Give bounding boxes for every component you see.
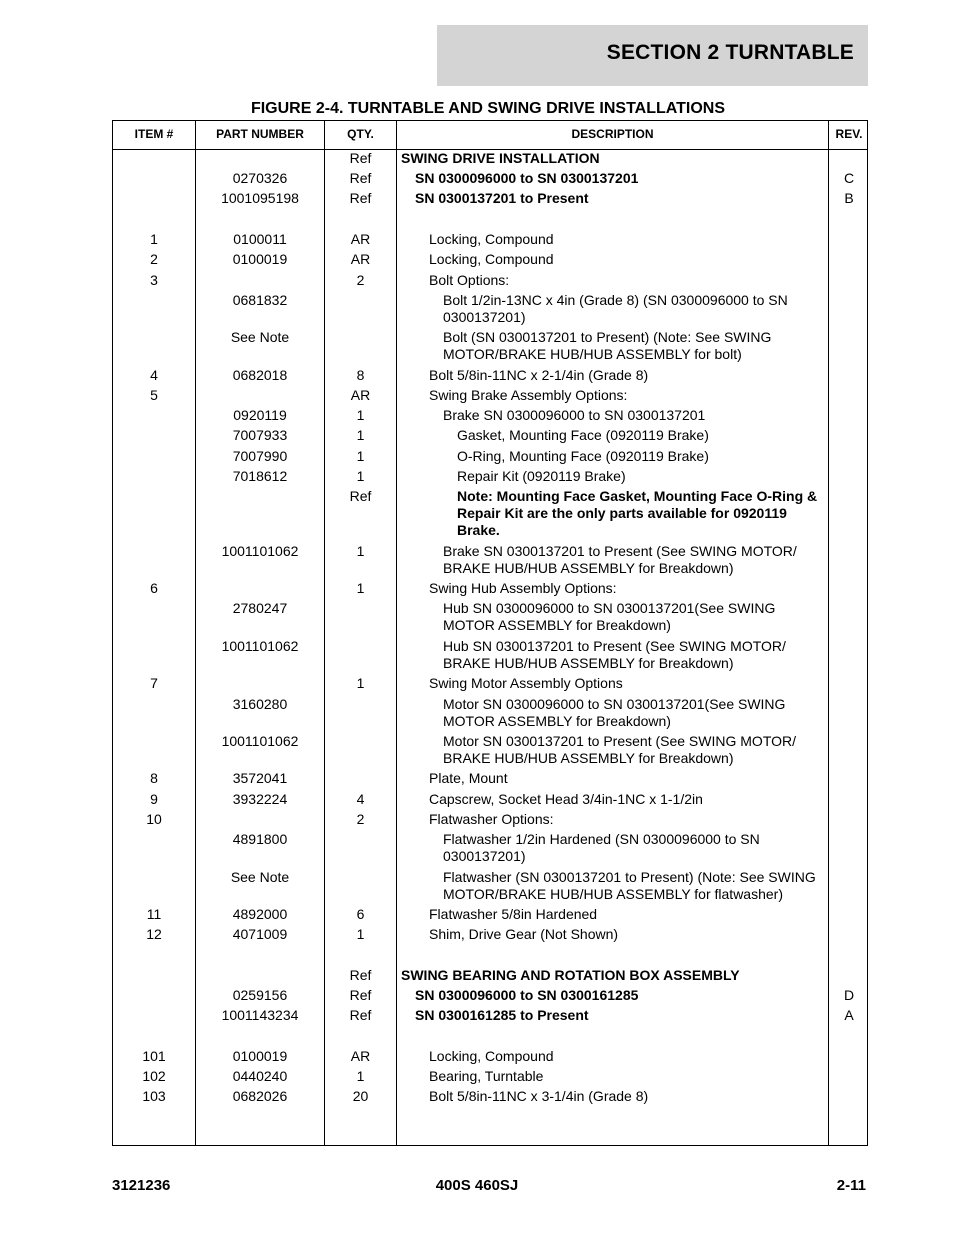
part-number-cell: 0270326: [232, 170, 288, 186]
item-cell: 101: [142, 1048, 166, 1064]
qty-cell: 1: [356, 407, 365, 423]
qty-cell: 1: [356, 448, 365, 464]
description-cell: Swing Brake Assembly Options:: [429, 387, 628, 403]
header-part-number: PART NUMBER: [216, 127, 304, 141]
qty-cell: Ref: [349, 488, 372, 504]
header-description: DESCRIPTION: [571, 127, 654, 141]
item-cell: 11: [146, 906, 162, 922]
header-item: ITEM #: [134, 127, 174, 141]
qty-cell: 1: [356, 468, 365, 484]
description-cell: SWING BEARING AND ROTATION BOX ASSEMBLY: [401, 967, 740, 983]
item-cell: 4: [150, 367, 158, 383]
item-cell: 8: [150, 770, 158, 786]
qty-cell: 1: [356, 580, 365, 596]
description-cell: Hub SN 0300096000 to SN 0300137201(See SWING MOTOR ASSEMBLY for Breakdown): [443, 600, 776, 633]
description-cell: SN 0300096000 to SN 0300137201: [415, 170, 639, 186]
rev-cell: C: [843, 170, 855, 186]
rev-cell: A: [844, 1007, 854, 1023]
description-cell: Bolt 5/8in-11NC x 3-1/4in (Grade 8): [429, 1088, 649, 1104]
part-number-cell: 0440240: [232, 1068, 288, 1084]
part-number-cell: 7018612: [232, 468, 288, 484]
qty-cell: Ref: [349, 987, 372, 1003]
qty-cell: AR: [350, 387, 371, 403]
description-cell: Motor SN 0300137201 to Present (See SWING MOTOR/ BRAKE HUB/HUB ASSEMBLY for Breakdown): [443, 733, 797, 766]
item-cell: 103: [142, 1088, 166, 1104]
qty-cell: Ref: [349, 190, 372, 206]
description-cell: Hub SN 0300137201 to Present (See SWING MOTOR/ BRAKE HUB/HUB ASSEMBLY for Breakdown): [443, 638, 786, 671]
description-cell: SWING DRIVE INSTALLATION: [401, 150, 600, 166]
part-number-cell: See Note: [230, 329, 290, 345]
part-number-cell: 0100011: [233, 231, 287, 247]
description-cell: Flatwasher 1/2in Hardened (SN 0300096000 to SN 0300137201): [443, 831, 760, 864]
qty-cell: 1: [356, 543, 365, 559]
description-cell: Locking, Compound: [429, 1048, 554, 1064]
item-cell: 10: [146, 811, 162, 827]
description-cell: Flatwasher Options:: [429, 811, 554, 827]
description-cell: Bolt (SN 0300137201 to Present) (Note: See SWING MOTOR/BRAKE HUB/HUB ASSEMBLY for bolt): [443, 329, 772, 362]
part-number-cell: 4891800: [232, 831, 288, 847]
description-cell: Swing Motor Assembly Options: [429, 675, 623, 691]
description-cell: Swing Hub Assembly Options:: [429, 580, 617, 596]
part-number-cell: 4071009: [232, 926, 288, 942]
description-cell: Flatwasher 5/8in Hardened: [429, 906, 598, 922]
description-cell: Locking, Compound: [429, 251, 554, 267]
part-number-cell: 0682026: [232, 1088, 288, 1104]
part-number-cell: 3572041: [232, 770, 288, 786]
description-cell: Brake SN 0300137201 to Present (See SWING MOTOR/ BRAKE HUB/HUB ASSEMBLY for Breakdown): [443, 543, 797, 576]
qty-cell: 1: [356, 926, 365, 942]
item-cell: 7: [150, 675, 158, 691]
description-cell: Plate, Mount: [429, 770, 508, 786]
description-cell: Bolt Options:: [429, 272, 510, 288]
footer-model: 400S 460SJ: [435, 1177, 519, 1194]
part-number-cell: 0100019: [232, 251, 288, 267]
parts-table: [112, 120, 868, 1146]
item-cell: 1: [150, 231, 158, 247]
item-cell: 5: [150, 387, 158, 403]
qty-cell: AR: [350, 231, 371, 247]
column-divider: [396, 121, 397, 1145]
qty-cell: Ref: [349, 967, 372, 983]
description-cell: Flatwasher (SN 0300137201 to Present) (Note: See SWING MOTOR/BRAKE HUB/HUB ASSEMBLY for flatwasher): [443, 869, 816, 902]
qty-cell: AR: [350, 251, 371, 267]
part-number-cell: 1001143234: [221, 1007, 299, 1023]
part-number-cell: See Note: [230, 869, 290, 885]
part-number-cell: 3932224: [232, 791, 288, 807]
qty-cell: 20: [352, 1088, 369, 1104]
item-cell: 12: [146, 926, 162, 942]
description-cell: Capscrew, Socket Head 3/4in-1NC x 1-1/2in: [429, 791, 703, 807]
description-cell: Shim, Drive Gear (Not Shown): [429, 926, 619, 942]
qty-cell: 4: [356, 791, 365, 807]
rev-cell: B: [844, 190, 854, 206]
description-cell: Locking, Compound: [429, 231, 554, 247]
rev-cell: D: [843, 987, 855, 1003]
part-number-cell: 0259156: [232, 987, 288, 1003]
description-cell: Motor SN 0300096000 to SN 0300137201(See SWING MOTOR ASSEMBLY for Breakdown): [443, 696, 786, 729]
description-cell: SN 0300137201 to Present: [415, 190, 589, 206]
qty-cell: 6: [356, 906, 365, 922]
qty-cell: 2: [356, 272, 365, 288]
part-number-cell: 7007933: [232, 427, 288, 443]
item-cell: 6: [150, 580, 158, 596]
part-number-cell: 1001101062: [221, 638, 299, 654]
part-number-cell: 2780247: [232, 600, 288, 616]
description-cell: SN 0300096000 to SN 0300161285: [415, 987, 639, 1003]
part-number-cell: 0920119: [233, 407, 287, 423]
header-rev: REV.: [835, 127, 863, 141]
description-cell: Repair Kit (0920119 Brake): [457, 468, 626, 484]
qty-cell: 1: [356, 427, 365, 443]
qty-cell: 1: [356, 675, 365, 691]
description-cell: SN 0300161285 to Present: [415, 1007, 589, 1023]
qty-cell: 2: [356, 811, 365, 827]
description-cell: O-Ring, Mounting Face (0920119 Brake): [457, 448, 709, 464]
qty-cell: Ref: [349, 150, 372, 166]
qty-cell: Ref: [349, 170, 372, 186]
part-number-cell: 1001101062: [221, 733, 299, 749]
qty-cell: Ref: [349, 1007, 372, 1023]
part-number-cell: 0100019: [232, 1048, 288, 1064]
part-number-cell: 0682018: [232, 367, 288, 383]
item-cell: 9: [150, 791, 158, 807]
qty-cell: AR: [350, 1048, 371, 1064]
description-cell: Note: Mounting Face Gasket, Mounting Face O-Ring & Repair Kit are the only parts available for 0920119 Brake.: [457, 488, 818, 538]
part-number-cell: 0681832: [232, 292, 288, 308]
description-cell: Bearing, Turntable: [429, 1068, 544, 1084]
section-header-box: [437, 25, 868, 86]
footer-page-number: 2-11: [836, 1177, 866, 1194]
item-cell: 2: [150, 251, 158, 267]
figure-title: FIGURE 2-4. TURNTABLE AND SWING DRIVE INSTALLATIONS: [250, 100, 726, 117]
header-qty: QTY.: [347, 127, 374, 141]
part-number-cell: 7007990: [232, 448, 288, 464]
item-cell: 3: [150, 272, 158, 288]
qty-cell: 8: [356, 367, 365, 383]
part-number-cell: 1001095198: [221, 190, 299, 206]
description-cell: Brake SN 0300096000 to SN 0300137201: [443, 407, 706, 423]
part-number-cell: 4892000: [232, 906, 288, 922]
description-cell: Gasket, Mounting Face (0920119 Brake): [457, 427, 709, 443]
item-cell: 102: [142, 1068, 166, 1084]
footer-doc-number: 3121236: [112, 1177, 171, 1194]
qty-cell: 1: [356, 1068, 365, 1084]
part-number-cell: 3160280: [232, 696, 288, 712]
description-cell: Bolt 5/8in-11NC x 2-1/4in (Grade 8): [429, 367, 649, 383]
description-cell: Bolt 1/2in-13NC x 4in (Grade 8) (SN 0300096000 to SN 0300137201): [443, 292, 788, 325]
section-title: SECTION 2 TURNTABLE: [606, 41, 854, 64]
part-number-cell: 1001101062: [221, 543, 299, 559]
